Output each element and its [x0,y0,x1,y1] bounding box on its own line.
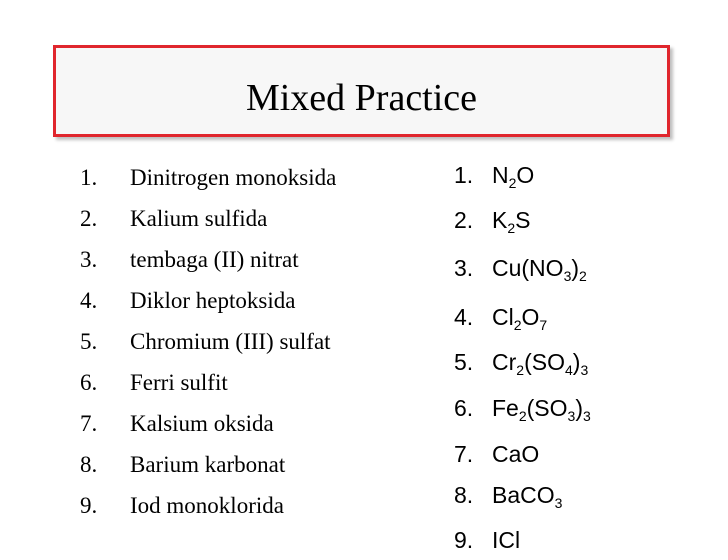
formula-item [454,388,591,428]
formula-subscript: 2 [516,362,525,378]
formula-text: (SO [524,349,565,375]
formula-subscript: 4 [564,362,573,378]
chemical-formula [492,162,535,191]
name-number: 4. [80,288,98,313]
name-text: Kalium sulfida [130,206,268,231]
formula-number: 2. [454,207,474,233]
name-text: Iod monoklorida [130,493,284,518]
chemical-formula [492,482,563,511]
formula-text: (SO [526,395,568,421]
formula-item [454,200,530,240]
formula-number: 8. [454,482,474,508]
formula-item [454,434,539,474]
formula-subscript: 2 [507,220,516,236]
formula-text: Cl [492,304,514,330]
name-text: Barium karbonat [130,452,286,477]
formula-item [454,248,587,288]
formula-subscript: 3 [567,408,576,424]
chemical-formula [492,527,520,553]
formula-number: 6. [454,395,474,421]
formula-number: 9. [454,527,474,553]
formula-subscript: 3 [583,408,591,424]
formula-number: 4. [454,304,474,330]
name-number: 9. [80,493,98,518]
name-number: 5. [80,329,98,354]
formula-item [454,520,520,560]
formula-text: ) [571,255,580,281]
chemical-formula [492,349,589,378]
formula-item [454,342,588,382]
formula-text: BaCO [492,482,555,508]
chemical-formula [492,207,531,236]
formula-subscript: 2 [513,317,522,333]
slide-title: Mixed Practice [245,77,478,119]
name-number: 3. [80,247,98,272]
formula-text: Cr [492,349,517,375]
formula-text: ) [572,349,581,375]
formula-item [454,155,534,195]
formula-number: 7. [454,441,474,467]
formula-text: Cu(NO [492,255,564,281]
formula-text: ) [575,395,583,421]
name-number: 8. [80,452,98,477]
formula-text: ICl [492,527,521,553]
formula-subscript: 2 [579,268,587,284]
chemical-formula [492,441,539,467]
formula-subscript: 3 [554,495,563,511]
name-number: 6. [80,370,98,395]
chemical-formula [492,255,587,284]
formula-text: Fe [492,395,519,421]
name-text: Ferri sulfit [130,370,228,395]
formula-text: O [521,304,540,330]
formula-text: N [492,162,509,188]
formula-subscript: 3 [563,268,572,284]
name-number: 2. [80,206,98,231]
formula-text: O [516,162,535,188]
formula-subscript: 2 [518,408,527,424]
name-number: 1. [80,165,98,190]
name-text: tembaga (II) nitrat [130,247,299,272]
formula-subscript: 2 [508,175,517,191]
formula-item [454,475,562,515]
name-text: Chromium (III) sulfat [130,329,331,354]
name-text: Dinitrogen monoksida [130,165,337,190]
name-text: Diklor heptoksida [130,288,296,313]
formula-text: K [492,207,508,233]
title-box [53,45,670,137]
name-text: Kalsium oksida [130,411,274,436]
chemical-formula [492,395,591,424]
formula-subscript: 3 [580,362,589,378]
formula-subscript: 7 [539,317,548,333]
formula-number: 1. [454,162,474,188]
formula-text: S [515,207,531,233]
formula-number: 5. [454,349,474,375]
formula-item [454,297,547,337]
name-number: 7. [80,411,98,436]
formula-number: 3. [454,255,474,281]
formula-text: CaO [492,441,540,467]
chemical-formula [492,304,548,333]
